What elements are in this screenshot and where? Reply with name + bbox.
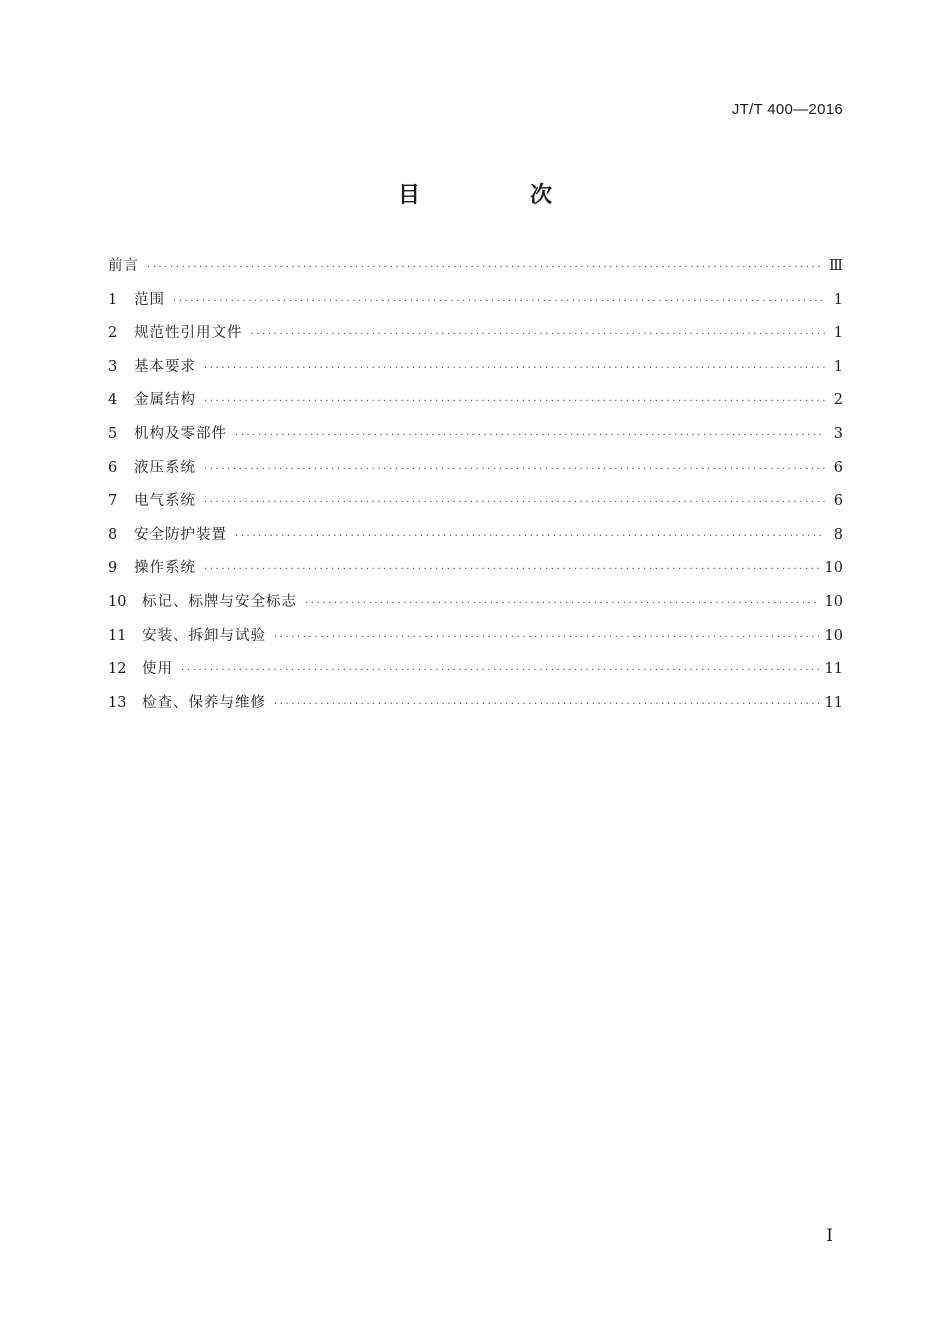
dot-leader [235,430,825,441]
entry-number: 8 [108,526,118,543]
dot-leader [204,464,825,475]
entry-page: 10 [824,627,843,644]
entry-page: 11 [824,694,843,711]
entry-title: 规范性引用文件 [134,325,243,342]
entry-title: 标记、标牌与安全标志 [142,593,297,610]
entry-title: 安装、拆卸与试验 [142,627,266,644]
dot-leader [204,497,825,508]
dot-leader [181,665,819,676]
toc-entry-3[interactable] [108,355,843,389]
dot-leader [251,329,826,340]
table-of-contents [108,254,843,724]
entry-title: 操作系统 [134,560,196,577]
entry-title: 安全防护装置 [134,526,227,543]
entry-number: 6 [108,459,118,476]
toc-entry-10[interactable] [108,590,843,624]
dot-leader [204,396,825,407]
toc-entry-9[interactable] [108,556,843,590]
entry-number: 1 [108,291,118,308]
dot-leader [274,699,819,710]
entry-title: 使用 [142,661,173,678]
toc-entry-8[interactable] [108,523,843,557]
toc-entry-12[interactable] [108,657,843,691]
toc-entry-2[interactable] [108,321,843,355]
toc-entry-5[interactable] [108,422,843,456]
toc-title: 目 次 [397,183,596,208]
entry-number: 12 [108,661,127,678]
entry-title: 机构及零部件 [134,425,227,442]
dot-leader [147,262,823,273]
entry-title: 基本要求 [134,358,196,375]
entry-title: 前言 [108,258,139,274]
dot-leader [274,632,819,643]
entry-page: 2 [833,392,843,409]
toc-entry-4[interactable] [108,388,843,422]
page-number: Ⅰ [826,1226,833,1246]
toc-entry-11[interactable] [108,624,843,658]
entry-title: 范围 [134,291,165,308]
entry-page: Ⅲ [829,258,843,274]
entry-number: 4 [108,392,118,409]
entry-number: 7 [108,493,118,510]
entry-page: 1 [833,325,843,342]
entry-page: 1 [833,358,843,375]
entry-page: 11 [824,661,843,678]
toc-entry-foreword[interactable] [108,254,843,288]
entry-page: 6 [833,493,843,510]
entry-title: 金属结构 [134,392,196,409]
entry-number: 9 [108,560,118,577]
entry-number: 5 [108,425,118,442]
toc-entry-7[interactable] [108,489,843,523]
entry-page: 10 [824,560,843,577]
entry-page: 3 [833,425,843,442]
dot-leader [204,564,819,575]
entry-title: 液压系统 [134,459,196,476]
entry-title: 电气系统 [134,493,196,510]
standard-code: JT/T 400—2016 [731,101,843,118]
entry-number: 2 [108,325,118,342]
dot-leader [305,598,819,609]
entry-number: 10 [108,593,127,610]
entry-page: 10 [824,593,843,610]
entry-page: 6 [833,459,843,476]
toc-entry-1[interactable] [108,288,843,322]
entry-number: 13 [108,694,127,711]
entry-number: 3 [108,358,118,375]
entry-number: 11 [108,627,127,644]
toc-entry-13[interactable] [108,691,843,725]
entry-page: 1 [833,291,843,308]
dot-leader [173,296,825,307]
dot-leader [235,531,825,542]
entry-title: 检查、保养与维修 [142,694,266,711]
toc-entry-6[interactable] [108,456,843,490]
entry-page: 8 [833,526,843,543]
dot-leader [204,363,825,374]
